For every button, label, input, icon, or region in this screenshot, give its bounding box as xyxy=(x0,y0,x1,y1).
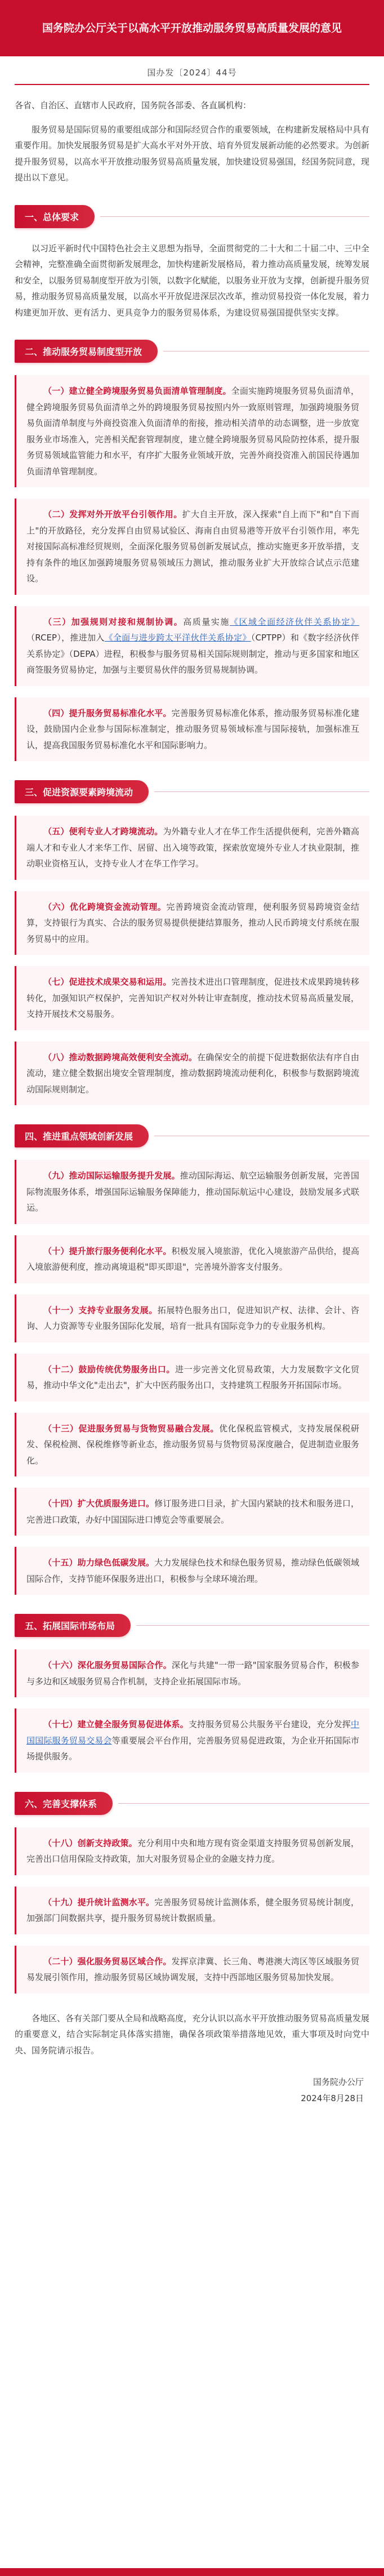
policy-item-body: 完善跨境资金流动管理，便利服务贸易跨境资金结算，支持银行为真实、合法的服务贸易提供便捷结算服务，推动人民币跨境支付系统在服务贸易中的应用。 xyxy=(26,901,359,944)
section-header xyxy=(15,340,369,363)
policy-item xyxy=(15,606,369,686)
policy-item-text xyxy=(26,1049,359,1098)
policy-link[interactable]: 《区域全面经济伙伴关系协定》 xyxy=(229,616,359,627)
page-title: 国务院办公厅关于以高水平开放推动服务贸易高质量发展的意见 xyxy=(42,21,342,34)
policy-item-body: 积极发展入境旅游，优化入境旅游产品供给，提高入境旅游便利度，推动离境退税"即买即退"，完善境外游客支付服务。 xyxy=(26,1245,359,1272)
section-header xyxy=(15,1124,369,1147)
policy-item-body: 完善服务贸易标准化体系，推动服务贸易标准化建设，鼓励国内企业参与国际标准制定，推动服务贸易领域标准与国际接轨，加强标准互认，提高我国服务贸易标准化水平和国际影响力。 xyxy=(26,708,359,750)
intro-paragraph: 服务贸易是国际贸易的重要组成部分和国际经贸合作的重要领域，在构建新发展格局中具有重要作用。加快发展服务贸易是扩大高水平对外开放、培育外贸发展新动能的必然要求。为创新提升服务贸易，以高水平开放推动服务贸易高质量发展，加快建设贸易强国，经国务院同意，现提出以下意见。 xyxy=(15,124,370,183)
policy-item-title: （十）提升旅行服务便利化水平。 xyxy=(43,1245,172,1256)
policy-item-text xyxy=(26,1302,359,1334)
policy-item xyxy=(15,1547,369,1595)
policy-item xyxy=(15,966,369,1030)
policy-item xyxy=(15,1946,369,1994)
closing-paragraph: 各地区、各有关部门要从全局和战略高度，充分认识以高水平开放推动服务贸易高质量发展的重要意义，结合实际制定具体落实措施，确保各项政策举措落地见效，重大事项及时向党中央、国务院请示报告。 xyxy=(15,2013,370,2056)
policy-item-text xyxy=(26,1657,359,1689)
policy-item-text xyxy=(26,506,359,587)
policy-item-title: （十二）鼓励传统优势服务出口。 xyxy=(43,1364,175,1374)
policy-item-text xyxy=(26,899,359,947)
policy-item-title: （十七）建立健全服务贸易促进体系。 xyxy=(43,1719,189,1729)
policy-item-text xyxy=(26,1243,359,1275)
section-heading: 三、促进资源要素跨境流动 xyxy=(15,780,149,803)
policy-item-text xyxy=(26,974,359,1022)
policy-item-title: （四）提升服务贸易标准化水平。 xyxy=(43,708,172,718)
policy-item-text xyxy=(26,1835,359,1867)
policy-item-title: （五）便利专业人才跨境流动。 xyxy=(43,826,163,837)
policy-item-body: 高质量实施 xyxy=(183,616,230,627)
document-body xyxy=(0,97,384,2129)
policy-item-body: 全面实施跨境服务贸易负面清单，健全跨境服务贸易负面清单之外的跨境服务贸易按照内外一致原则管理，加强跨境服务贸易负面清单制度与外商投资准入负面清单的衔接，推动相关清单的动态调整，进一步放宽服务业市场准入，完善相关配套管理制度，建立健全跨境服务贸易风险防控体系，提升服务贸易领域监管能力和水平，有序扩大服务业领域开放，完善外商投资准入前国民待遇加负面清单管理制度。 xyxy=(26,386,359,477)
policy-item-text xyxy=(26,1496,359,1528)
policy-item-body: 完善技术进出口管理制度，促进技术成果跨境转移转化，加强知识产权保护，完善知识产权对外转让审查制度，推动技术贸易高质量发展，支持开展技术交易服务。 xyxy=(26,977,359,1019)
policy-item-body: 发挥京津冀、长三角、粤港澳大湾区等区域服务贸易发展引领作用，推动服务贸易区域协调发展，支持中西部地区服务贸易加快发展。 xyxy=(26,1956,359,1982)
section-paragraph: 以习近平新时代中国特色社会主义思想为指导，全面贯彻党的二十大和二十届二中、三中全会精神，完整准确全面贯彻新发展理念，加快构建新发展格局，着力推动高质量发展，统筹发展和安全，以服务贸易制度型开放为引领，以数字化赋能，以服务业开放为支撑，创新提升服务贸易，推动服务贸易高质量发展，以高水平开放促进深层次改革，推动贸易投资一体化发展，着力构建更加开放、更有活力、更具竞争力的服务贸易体系，为建设贸易强国提供坚实支撑。 xyxy=(15,243,370,318)
policy-item-text xyxy=(26,824,359,872)
policy-item-title: （十六）深化服务贸易国际合作。 xyxy=(43,1660,172,1670)
policy-item xyxy=(15,1160,369,1224)
section-heading: 六、完善支撑体系 xyxy=(15,1792,113,1815)
section-rule xyxy=(100,216,369,217)
policy-item-text xyxy=(26,383,359,479)
policy-item-title: （三）加强规则对接和规制协调。 xyxy=(43,616,184,627)
policy-item-title: （十三）促进服务贸易与货物贸易融合发展。 xyxy=(43,1423,219,1434)
policy-item xyxy=(15,499,369,595)
signature-block xyxy=(15,2074,369,2106)
policy-item xyxy=(15,1294,369,1342)
salutation: 各省、自治区、直辖市人民政府，国务院各部委、各直属机构： xyxy=(15,100,252,110)
policy-item-text xyxy=(26,1894,359,1927)
policy-item-title: （九）推动国际运输服务提升发展。 xyxy=(43,1171,180,1181)
footer-band xyxy=(0,2568,384,2576)
signature-org: 国务院办公厅 xyxy=(312,2077,364,2087)
policy-item-text xyxy=(26,614,359,678)
policy-item-body: 进一步完善文化贸易政策，大力发展数字文化贸易，推动中华文化"走出去"，扩大中医药服务出口，支持建筑工程服务开拓国际市场。 xyxy=(26,1364,359,1390)
policy-item-title: （十九）提升统计监测水平。 xyxy=(43,1897,155,1907)
policy-item-body: 优化保税监管模式，支持发展保税研发、保税检测、保税维修等新业态，推动服务贸易与货物贸易深度融合，促进制造业服务化。 xyxy=(26,1423,359,1466)
policy-item-text xyxy=(26,705,359,754)
policy-item-title: （十四）扩大优质服务进口。 xyxy=(43,1498,155,1509)
policy-item-title: （十五）助力绿色低碳发展。 xyxy=(43,1558,155,1568)
document-number: 国办发〔2024〕44号 xyxy=(147,68,237,78)
policy-item-body: （CPTPP）和《数字经济伙伴关系协定》（DEPA）进程，积极参与服务贸易相关国际规则制定，推动与更多国家和地区商签服务贸易协定，加强与主要贸易伙伴的服务贸易规制协调。 xyxy=(26,633,359,675)
section-header xyxy=(15,1614,369,1637)
sections-container xyxy=(15,205,369,1994)
policy-item xyxy=(15,1649,369,1697)
policy-item xyxy=(15,1887,369,1934)
header-banner xyxy=(0,0,384,56)
policy-item-title: （六）优化跨境资金流动管理。 xyxy=(43,901,167,912)
policy-item-body: 完善服务贸易统计监测体系，健全服务贸易统计制度，加强部门间数据共享，提升服务贸易统计数据质量。 xyxy=(26,1897,359,1923)
policy-item xyxy=(15,1827,369,1875)
policy-item-body: 在确保安全的前提下促进数据依法有序自由流动，建立健全数据出境安全管理制度，推动数据跨境流动便利化，积极参与数据跨境流动国际规则制定。 xyxy=(26,1052,359,1095)
section-heading: 一、总体要求 xyxy=(15,205,95,228)
policy-item-body: 扩大自主开放，深入探索"自上而下"和"自下而上"的开放路径，充分发挥自由贸易试验区、海南自由贸易港等开放平台引领作用，率先对接国际高标准经贸规则，全面深化服务贸易创新发展试点，推动实施更多开放举措，支持有条件的地区加强跨境服务贸易领域压力测试，推动服务业扩大开放综合试点示范建设。 xyxy=(26,509,359,584)
policy-item-body: 深化与共建"一带一路"国家服务贸易合作，积极参与多边和区域服务贸易合作机制，支持企业拓展国际市场。 xyxy=(26,1660,359,1687)
policy-item xyxy=(15,1413,369,1477)
policy-item xyxy=(15,1042,369,1106)
policy-item-body: 为外籍专业人才在华工作生活提供便利，完善外籍高端人才和专业人才来华工作、居留、出入境等政策，探索放宽境外专业人才执业限制，推动职业资格互认，支持专业人才在华工作学习。 xyxy=(26,826,359,869)
section-heading: 四、推进重点领域创新发展 xyxy=(15,1124,149,1147)
policy-item xyxy=(15,1488,369,1536)
section-header xyxy=(15,1792,369,1815)
policy-item-body: 修订服务进口目录，扩大国内紧缺的技术和服务进口，完善进口政策，办好中国国际进口博览会等重要展会。 xyxy=(26,1498,359,1525)
section-header xyxy=(15,205,369,228)
policy-item-title: （十八）创新支持政策。 xyxy=(43,1838,137,1848)
policy-item-text xyxy=(26,1954,359,1986)
section-rule xyxy=(136,1625,369,1626)
signature-date: 2024年8月28日 xyxy=(301,2093,364,2103)
policy-item-body: 等重要展会平台作用，完善服务贸易促进政策，为企业开拓国际市场提供服务。 xyxy=(26,1735,359,1761)
policy-item-title: （八）推动数据跨境高效便利安全流动。 xyxy=(43,1052,197,1062)
section-header xyxy=(15,780,369,803)
policy-item-title: （二）发挥对外开放平台引领作用。 xyxy=(43,509,182,519)
policy-item-text xyxy=(26,1421,359,1469)
policy-item xyxy=(15,697,369,762)
policy-item-text xyxy=(26,1555,359,1587)
policy-item xyxy=(15,816,369,880)
policy-item-body: 大力发展绿色技术和绿色服务贸易，推动绿色低碳领域国际合作，支持节能环保服务进出口，积极参与全球环境治理。 xyxy=(26,1558,359,1584)
policy-item-title: （二十）强化服务贸易区域合作。 xyxy=(43,1956,172,1967)
policy-item xyxy=(15,891,369,955)
policy-item xyxy=(15,1709,369,1773)
policy-item-title: （一）建立健全跨境服务贸易负面清单管理制度。 xyxy=(43,386,231,396)
policy-item-text xyxy=(26,1362,359,1394)
policy-item-body: （RCEP），推进加入 xyxy=(26,633,105,643)
policy-item-text xyxy=(26,1168,359,1216)
policy-item xyxy=(15,375,369,487)
policy-item xyxy=(15,1235,369,1283)
section-rule xyxy=(163,351,369,352)
policy-item-title: （七）促进技术成果交易和运用。 xyxy=(43,977,172,987)
policy-link[interactable]: 《全面与进步跨太平洋伙伴关系协定》 xyxy=(104,633,251,643)
policy-item-body: 推动国际海运、航空运输服务创新发展，完善国际物流服务体系，增强国际运输服务保障能力，推动国际航运中心建设，鼓励发展多式联运。 xyxy=(26,1171,359,1213)
policy-item-body: 拓展特色服务出口，促进知识产权、法律、会计、咨询、人力资源等专业服务国际化发展，培育一批具有国际竞争力的专业服务机构。 xyxy=(26,1305,359,1331)
policy-item-body: 充分利用中央和地方现有资金渠道支持服务贸易创新发展，完善出口信用保险支持政策，加大对服务贸易企业的金融支持力度。 xyxy=(26,1838,359,1864)
policy-item-title: （十一）支持专业服务发展。 xyxy=(43,1305,158,1315)
section-heading: 五、拓展国际市场布局 xyxy=(15,1614,131,1637)
policy-link[interactable]: 中国国际服务贸易交易会 xyxy=(26,1719,359,1746)
policy-item xyxy=(15,1354,369,1402)
header-divider xyxy=(15,84,369,85)
policy-item-body: 支持服务贸易公共服务平台建设，充分发挥 xyxy=(188,1719,351,1729)
section-rule xyxy=(154,791,369,792)
section-rule xyxy=(118,1803,369,1804)
section-heading: 二、推动服务贸易制度型开放 xyxy=(15,340,158,363)
policy-item-text xyxy=(26,1716,359,1765)
